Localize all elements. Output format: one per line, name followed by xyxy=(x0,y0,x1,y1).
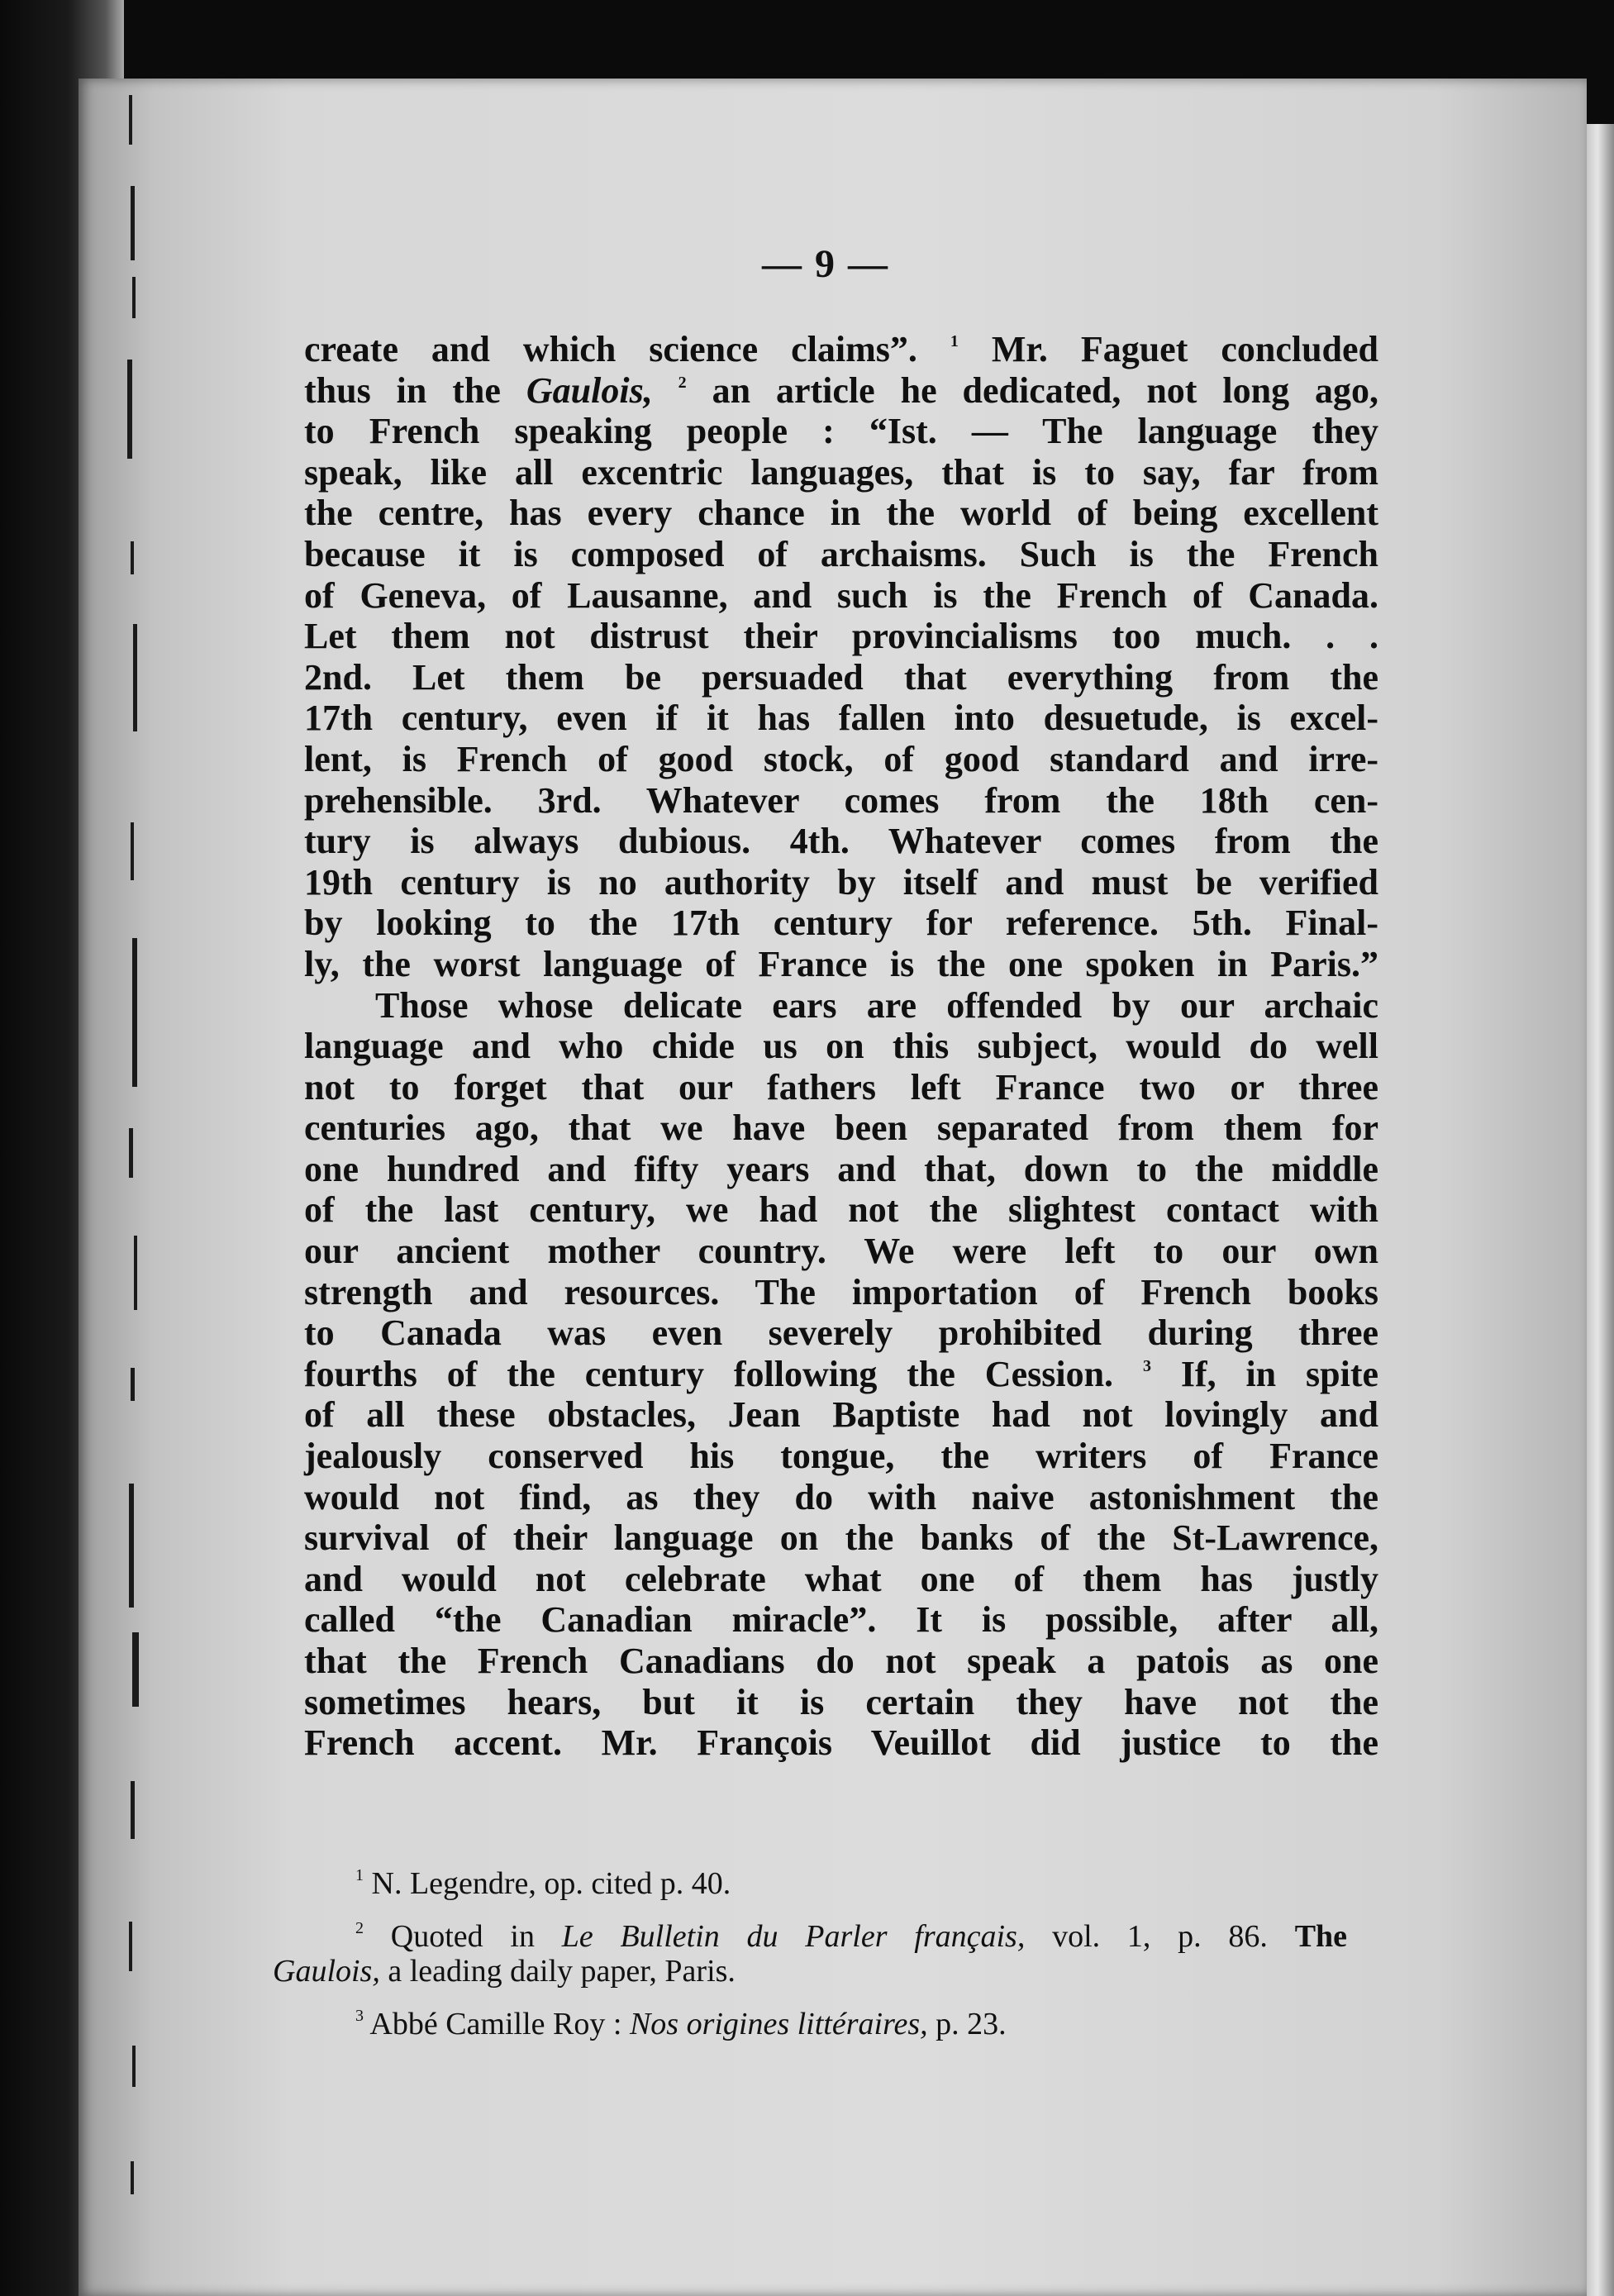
text-line: survival of their language on the banks of the St-Lawrence, xyxy=(304,1517,1378,1559)
text-line: Those whose delicate ears are offended by our archaic xyxy=(375,984,1378,1026)
text-line: to French speaking people : “Ist. — The language they xyxy=(304,411,1378,452)
body-text xyxy=(304,329,1378,1764)
text-line: to Canada was even severely prohibited during three xyxy=(304,1312,1378,1354)
footnote-3: $^3$ Abbé Camille Roy : Nos origines littéraires, p. 23. xyxy=(355,2007,1007,2041)
text-line: ly, the worst language of France is the one spoken in Paris.” xyxy=(304,943,1378,984)
text-line: by looking to the 17th century for reference. 5th. Final- xyxy=(304,903,1378,944)
text-line: language and who chide us on this subject, would do well xyxy=(304,1026,1378,1067)
text-line: create and which science claims”. $^1$ Mr. Faguet concluded xyxy=(304,329,1379,369)
text-line: one hundred and fifty years and that, down to the middle xyxy=(304,1148,1378,1189)
text-line: our ancient mother country. We were left to our own xyxy=(304,1231,1378,1272)
footnote-mark: 2 xyxy=(355,1919,364,1937)
text-line: called “the Canadian miracle”. It is possible, after all, xyxy=(304,1599,1378,1641)
text-line: that the French Canadians do not speak a patois as one xyxy=(304,1641,1378,1681)
text-line: of the last century, we had not the slightest contact with xyxy=(304,1189,1378,1231)
text-line: French accent. Mr. François Veuillot did justice to the xyxy=(304,1722,1378,1764)
text-line: fourths of the century following the Cession. $^3$ If, in spite xyxy=(304,1353,1379,1394)
text-line: not to forget that our fathers left France two or three xyxy=(304,1066,1378,1108)
text-line: Let them not distrust their provincialisms too much. . . xyxy=(304,616,1378,657)
page-number: — 9 — xyxy=(762,242,889,286)
footnotes xyxy=(273,1866,1347,2041)
text-line: centuries ago, that we have been separated from them for xyxy=(304,1108,1378,1149)
text-line: 2nd. Let them be persuaded that everything from the xyxy=(304,656,1378,698)
text-line: 19th century is no authority by itself and must be verified xyxy=(304,861,1378,903)
text-line: would not find, as they do with naive astonishment the xyxy=(304,1476,1378,1517)
text-line: of all these obstacles, Jean Baptiste had not lovingly and xyxy=(304,1394,1378,1436)
paragraph-2 xyxy=(304,985,1378,1764)
text-line: strength and resources. The importation of French books xyxy=(304,1271,1378,1312)
text-line: lent, is French of good stock, of good standard and irre- xyxy=(304,738,1378,779)
text-line: because it is composed of archaisms. Such is the French xyxy=(304,533,1378,574)
text-line: jealously conserved his tongue, the writers of France xyxy=(304,1436,1378,1477)
text-line: tury is always dubious. 4th. Whatever comes from the xyxy=(304,821,1378,862)
page-right-edge xyxy=(1587,124,1614,2296)
text-line: 17th century, even if it has fallen into desuetude, is excel- xyxy=(304,698,1378,739)
paragraph-1 xyxy=(304,329,1378,985)
text-line: the centre, has every chance in the world of being excellent xyxy=(304,493,1378,534)
footnote-mark: 1 xyxy=(355,1866,364,1884)
text-line: sometimes hears, but it is certain they have not the xyxy=(304,1681,1378,1722)
footnote-2-cont: Gaulois, a leading daily paper, Paris. xyxy=(273,1954,736,1989)
text-line: and would not celebrate what one of them has justly xyxy=(304,1558,1378,1599)
footnote-1: $^1$ N. Legendre, op. cited p. 40. xyxy=(355,1866,731,1901)
text-line: thus in the Gaulois, $^2$ an article he dedicated, not long ago, xyxy=(304,369,1379,411)
text-line: speak, like all excentric languages, that is to say, far from xyxy=(304,451,1378,493)
footnote-mark: 3 xyxy=(355,2007,364,2025)
footnote-ref: 3 xyxy=(1142,1356,1151,1375)
footnote-2: $^2$ Quoted in Le Bulletin du Parler français, vol. 1, p. 86. The xyxy=(355,1919,1348,1954)
footnote-ref: 1 xyxy=(950,332,959,350)
text-line: prehensible. 3rd. Whatever comes from the 18th cen- xyxy=(304,779,1378,821)
footnote-ref: 2 xyxy=(678,373,687,392)
binding-stitch-marks xyxy=(122,79,147,2296)
text-line: of Geneva, of Lausanne, and such is the French of Canada. xyxy=(304,574,1378,616)
